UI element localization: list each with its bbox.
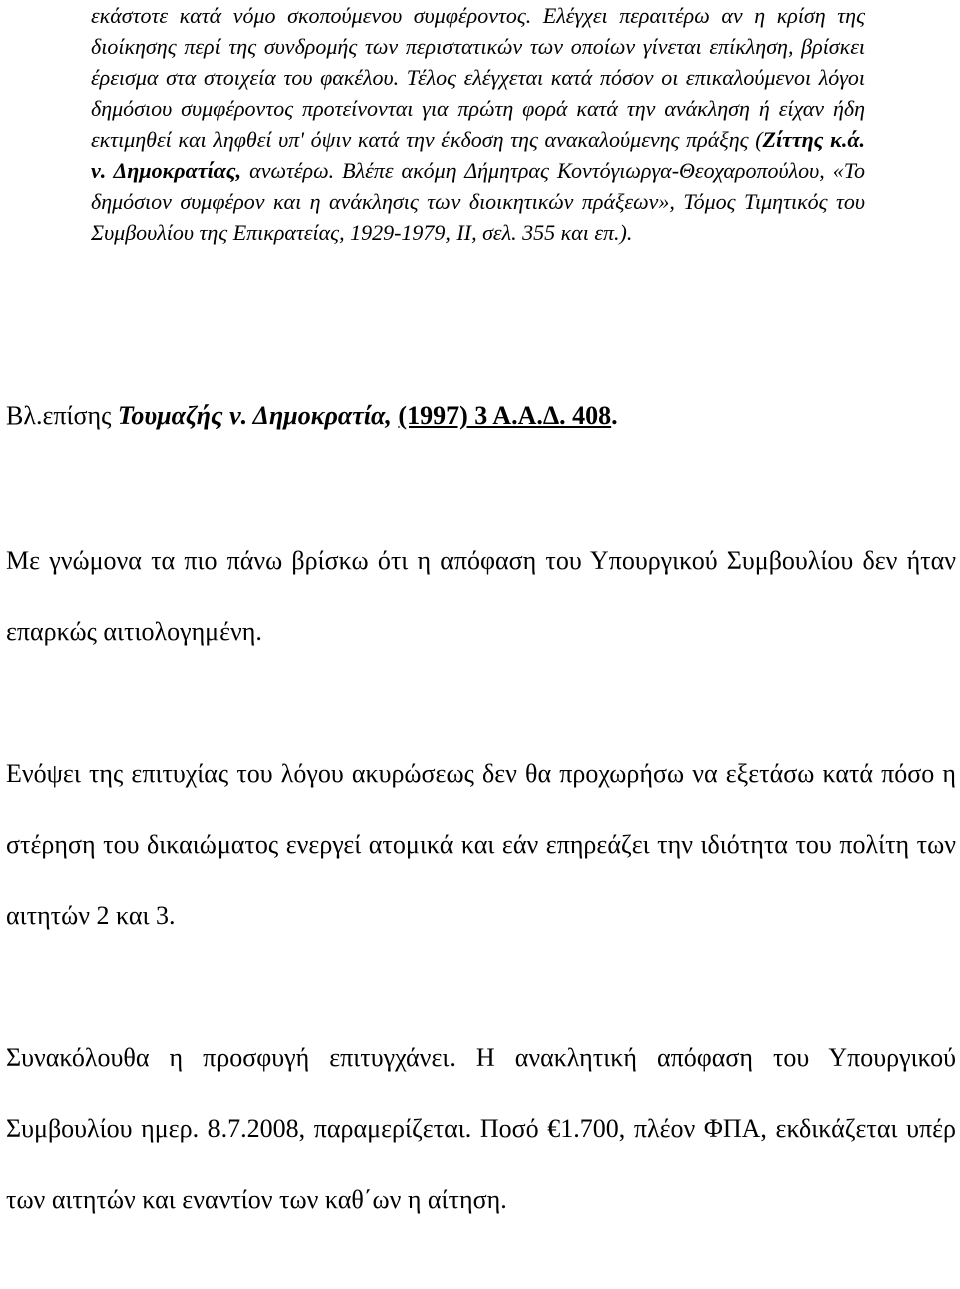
case-reference [6,398,946,434]
reference-prefix: Βλ.επίσης [6,401,118,430]
quote-text-part-1: εκάστοτε κατά νόμο σκοπούμενου συμφέροντος. Ελέγχει περαιτέρω αν η κρίση της διοίκησης περί της συνδρομής των περιστατικών των οποίων γίνεται επίκληση, βρίσκει έρεισμα στα στοιχεία του φακέλου. Τέλος ελέγχεται κατά πόσον οι επικαλούμενοι λόγοι δημόσιου συμφέροντος προτείνονται για πρώτη φορά κατά την ανάκληση ή είχαν ήδη εκτιμηθεί και ληφθεί υπ' όψιν κατά την έκδοση της ανακαλούμενης πράξης ( [91,3,865,152]
quote-case-name: Ζίττης κ.ά. ν. Δημοκρατίας, [91,127,865,183]
paragraph-other-grounds: Ενόψει της επιτυχίας του λόγου ακυρώσεως δεν θα προχωρήσω να εξετάσω κατά πόσο η στέρηση του δικαιώματος ενεργεί ατομικά και εάν επηρεάζει την ιδιότητα του πολίτη των αιτητών 2 και 3. [6,759,956,930]
quote-text-part-2: ανωτέρω. Βλέπε ακόμη Δήμητρας Κοντόγιωργα-Θεοχαροπούλου, «Το δημόσιον συμφέρον και η ανάκλησις των διοικητικών πράξεων», Τόμος Τιμητικός του Συμβουλίου της Επικρατείας, 1929-1979, ΙΙ, σελ. 355 και επ.). [91,158,865,245]
quoted-judgment-excerpt [91,0,865,248]
reference-suffix: . [611,401,618,430]
reference-case-name: Τουμαζής ν. Δημοκρατία, [117,401,392,430]
paragraph-reasoning-conclusion: Με γνώμονα τα πιο πάνω βρίσκω ότι η απόφαση του Υπουργικού Συμβουλίου δεν ήταν επαρκώς αιτιολογημένη. [6,546,956,646]
paragraph-final-order: Συνακόλουθα η προσφυγή επιτυγχάνει. Η ανακλητική απόφαση του Υπουργικού Συμβουλίου ημερ. 8.7.2008, παραμερίζεται. Ποσό €1.700, πλέον ΦΠΑ, εκδικάζεται υπέρ των αιτητών και εναντίον των καθ΄ων η αίτηση. [6,1043,956,1214]
reference-citation-link[interactable]: (1997) 3 Α.Α.Δ. 408 [398,401,612,430]
